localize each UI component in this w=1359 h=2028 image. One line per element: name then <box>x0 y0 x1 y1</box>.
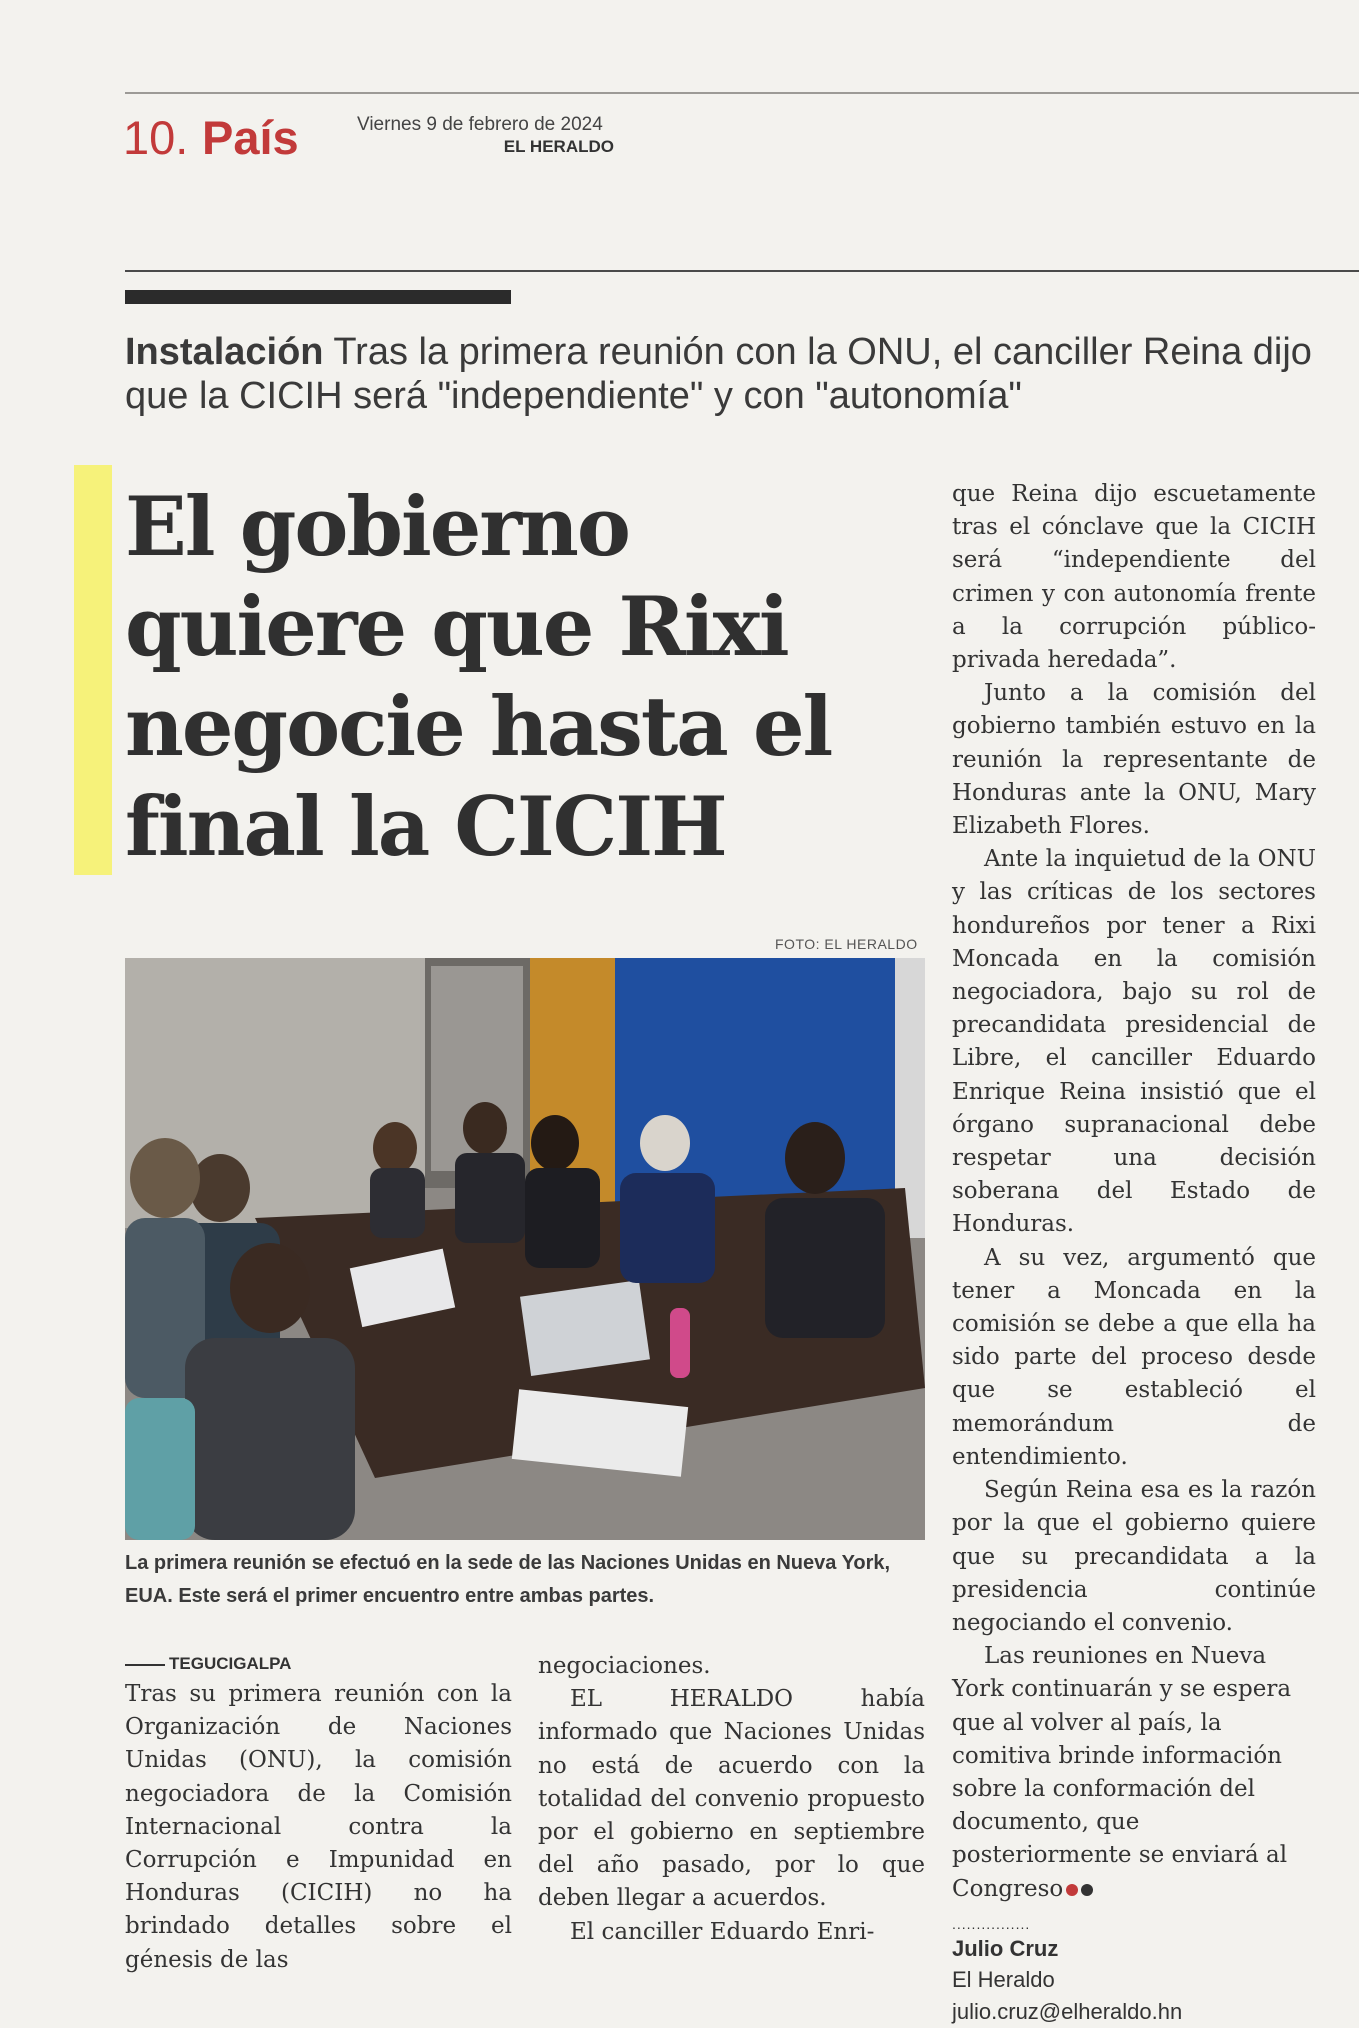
page-number: 10. <box>123 111 189 164</box>
body-paragraph: EL HERALDO había informado que Naciones Unidas no está de acuerdo con la totalidad del convenio propuesto por el gobierno en septiembre del año pasado, por lo que deben llegar a acuerdos. <box>538 1686 925 1912</box>
byline-author: Julio Cruz <box>952 1935 1059 1961</box>
kicker <box>125 330 1325 418</box>
kicker-text: Tras la primera reunión con la ONU, el canciller Reina dijo que la CICIH será "independiente" y con "autonomía" <box>125 331 1312 417</box>
article-column-2 <box>538 1650 925 1949</box>
body-paragraph: Junto a la comisión del gobierno también estuvo en la reunión la representante de Honduras ante la ONU, Mary Elizabeth Flores. <box>952 680 1316 840</box>
issue-date: Viernes 9 de febrero de 2024 <box>357 114 603 135</box>
meeting-photo-illustration <box>125 958 925 1540</box>
final-paragraph-text: Las reuniones en Nueva York continuarán y se espera que al volver al país, la comitiva brinde información sobre la conformación del documento, que posteriormente se enviará al Congreso <box>952 1643 1292 1902</box>
section-title: País <box>202 111 299 164</box>
body-paragraph: El canciller Eduardo Enri- <box>570 1918 875 1945</box>
photo-credit: FOTO: EL HERALDO <box>775 936 918 952</box>
dateline <box>125 1650 512 1678</box>
body-paragraph: A su vez, argumentó que tener a Moncada en la comisión se debe a que ella ha sido parte del proceso desde que se estableció el memorándum de entendimiento. <box>952 1244 1316 1470</box>
body-paragraph: Ante la inquietud de la ONU y las críticas de los sectores hondureños por tener a Rixi Moncada en la comisión negociadora, bajo su rol de precandidata presidencial de Libre, el canciller Eduardo Enrique Reina insistió que el órgano supranacional debe respetar una decisión soberana del Estado de Honduras. <box>952 846 1316 1238</box>
body-paragraph: Tras su primera reunión con la Organización de Naciones Unidas (ONU), la comisión negociadora de la Comisión Internacional contra la Corrupción e Impunidad en Honduras (CICIH) no ha brindado detalles sobre el génesis de las <box>125 1681 512 1973</box>
body-paragraph: negociaciones. <box>538 1653 711 1679</box>
photo-caption: La primera reunión se efectuó en la sede de las Naciones Unidas en Nueva York, EUA. Este será el primer encuentro entre ambas partes. <box>125 1552 891 1607</box>
dateline-rule <box>125 1664 165 1666</box>
headline: El gobierno quiere que Rixi negocie hasta el final la CICIH <box>125 480 832 875</box>
newspaper-name: EL HERALDO <box>503 137 614 156</box>
body-paragraph: Según Reina esa es la razón por la que el gobierno quiere que su precandidata a la presidencia continúe negociando el convenio. <box>952 1477 1316 1636</box>
byline-organization: El Heraldo <box>952 1966 1055 1992</box>
header-rule <box>125 92 1359 94</box>
end-mark-icon <box>1066 1884 1078 1896</box>
signature-separator: ................ <box>952 1915 1031 1932</box>
byline-email: julio.cruz@elheraldo.hn <box>952 1998 1183 2024</box>
body-paragraph-final <box>952 1640 1316 1906</box>
article-column-3 <box>952 478 1316 2028</box>
meeting-photo <box>125 958 925 1540</box>
kicker-label: Instalación <box>125 331 324 373</box>
dateline-text: TEGUCIGALPA <box>169 1654 292 1673</box>
end-mark-icon <box>1081 1884 1093 1896</box>
kicker-bar <box>125 290 511 304</box>
body-paragraph: que Reina dijo escuetamente tras el cónclave que la CICIH será “independiente del crimen y con autonomía frente a la corrupción público-privada heredada”. <box>952 481 1316 674</box>
article-column-1 <box>125 1650 512 1977</box>
highlighter-mark <box>74 465 112 875</box>
section-rule <box>125 270 1359 272</box>
